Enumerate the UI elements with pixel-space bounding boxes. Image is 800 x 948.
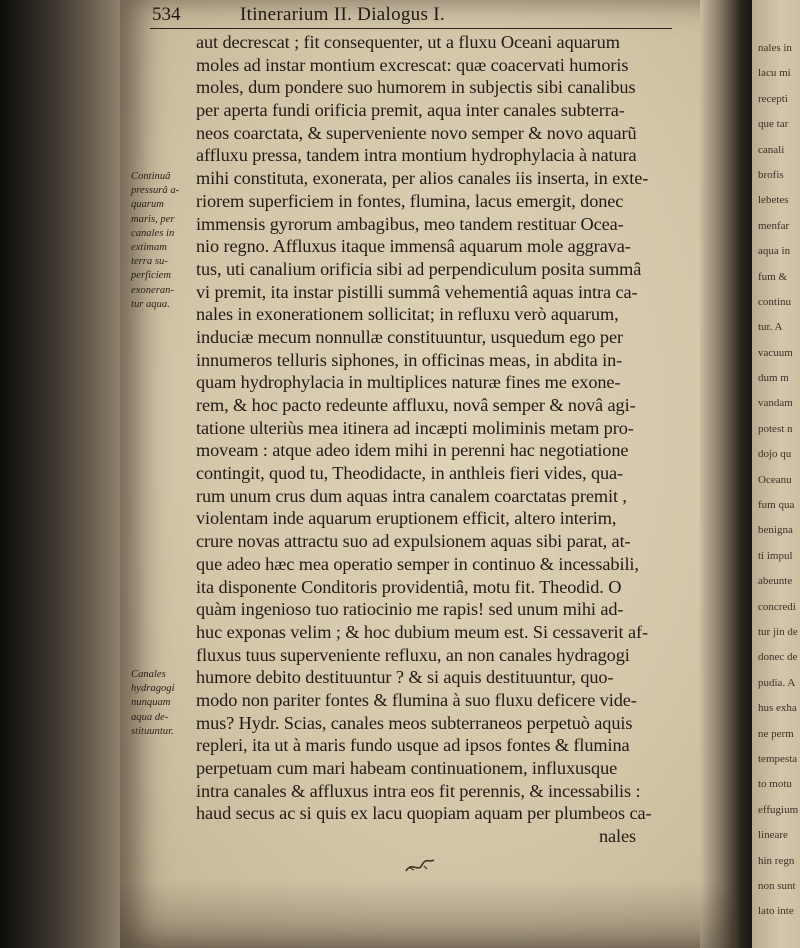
text-line: neos coarctata, & superveniente novo semper & novo aquarũ [196, 122, 637, 143]
adjacent-page-line: Oceanu [758, 473, 792, 486]
margin-note-line: aqua de- [131, 711, 169, 723]
text-line: rem, & hoc pacto redeunte affluxu, novâ semper & novâ agi- [196, 395, 636, 415]
adjacent-page-line: canali [758, 143, 785, 156]
adjacent-page-line: hus exha [758, 702, 797, 715]
text-line: humore debito destituuntur ? & si aquis destituuntur, quo- [196, 667, 614, 688]
margin-note-line: maris, per [131, 213, 175, 225]
margin-note-line: exoneran- [131, 284, 174, 296]
text-line: induciæ mecum nonnullæ constituuntur, usquedum ego per [196, 326, 623, 347]
text-line: innumeros telluris siphones, in officinas meas, in abdita in- [196, 349, 623, 370]
adjacent-page-line: concredi [758, 600, 796, 613]
adjacent-page-line: continu [758, 295, 791, 308]
running-head [152, 4, 672, 30]
adjacent-page-line: lebetes [758, 194, 789, 207]
header-rule [150, 28, 672, 29]
text-line: modo non pariter fontes & flumina à suo fluxu deficere vide- [196, 689, 637, 710]
text-line: huc exponas velim ; & hoc dubium meum est. Si cessaverit af- [196, 621, 648, 642]
adjacent-page-line: aqua in [758, 245, 791, 258]
text-line: intra canales & affluxus intra eos fit perennis, & incessabilis : [196, 780, 641, 801]
adjacent-page-line: ti impul [758, 549, 793, 562]
margin-note-line: hydragogi [131, 683, 175, 695]
text-line: repleri, ita ut à maris fundo usque ad ipsos fontes & flumina [196, 735, 630, 756]
margin-note-line: pressurâ a- [131, 185, 180, 197]
tailpiece-ornament [404, 857, 436, 875]
text-line: perpetuam cum mari habeam continuationem, influxusque [196, 758, 618, 778]
text-line: quam hydrophylacia in multiplices naturæ fines me exone- [196, 372, 621, 393]
text-line: mihi constituta, exonerata, per alios canales iis inserta, in exte- [196, 168, 649, 189]
text-line: moles ad instar montium excrescat: quæ coacervati humoris [196, 54, 629, 75]
adjacent-page-line: non sunt [758, 879, 796, 892]
text-line: nio regno. Affluxus itaque immensâ aquarum mole aggrava- [196, 236, 631, 257]
margin-note-line: terra su- [131, 256, 168, 268]
text-line: rum unum crus dum aquas intra canalem coarctatas premit , [196, 485, 627, 506]
margin-note-canales-hydragogi [131, 668, 199, 739]
adjacent-page-line: tur jin de [758, 625, 798, 638]
adjacent-page-line: hin regn [758, 854, 795, 867]
margin-note-line: Continuâ [131, 171, 171, 182]
adjacent-page-line: donec de [758, 651, 798, 664]
adjacent-page-line: ne perm [758, 727, 794, 740]
text-line: que adeo hæc mea operatio semper in continuo & incessabili, [196, 553, 639, 574]
text-line: affluxu pressa, tandem intra montium hydrophylacia à natura [196, 145, 637, 166]
margin-note-line: perficiem [131, 270, 172, 282]
adjacent-page-line: dojo qu [758, 448, 792, 461]
text-line: contingit, quod tu, Theodidacte, in anthleis fieri vides, qua- [196, 463, 624, 484]
adjacent-page-line: tempesta [758, 752, 798, 765]
text-line: crure novas attractu suo ad expulsionem aquas sibi parat, at- [196, 531, 631, 552]
margin-note-line: canales in [131, 227, 175, 239]
text-line: fluxus tuus superveniente refluxu, an non canales hydragogi [196, 644, 630, 665]
adjacent-page-line: to motu [758, 778, 792, 791]
text-line: moles, dum pondere suo humorem in subjectis sibi canalibus [196, 77, 636, 98]
text-line: vi premit, ita instar pistilli summâ vehementiâ aquas intra ca- [196, 281, 638, 302]
adjacent-page-line: nales in [758, 42, 792, 54]
page-number: 534 [152, 4, 181, 25]
adjacent-page-line: fum & [758, 270, 788, 283]
margin-note-line: quarum [131, 199, 164, 211]
header-title: Itinerarium II. Dialogus I. [240, 4, 445, 25]
text-line: haud secus ac si quis ex lacu quopiam aquam per plumbeos ca- [196, 803, 652, 824]
adjacent-page-line: menfar [758, 219, 790, 232]
adjacent-page-line: pudia. A [758, 676, 796, 689]
margin-note-line: stituuntur. [131, 725, 174, 737]
adjacent-page-line: vandam [758, 397, 793, 410]
margin-note-line: nunquam [131, 697, 171, 709]
text-line: per aperta fundi orificia premit, aqua inter canales subterra- [196, 100, 625, 121]
text-line: nales [598, 826, 636, 847]
text-line: aut decrescat ; fit consequenter, ut a fluxu Oceani aquarum [196, 32, 620, 52]
text-line: quàm ingenioso tuo ratiocinio me rapis! sed unum mihi ad- [196, 599, 624, 620]
adjacent-page-line: lacu mi [758, 67, 791, 80]
adjacent-page-line: que tar [758, 118, 789, 131]
adjacent-page-line: brofis [758, 168, 784, 181]
text-line: tatione ulteriùs mea itinera ad incæpti moliminis metam pro- [196, 417, 634, 438]
adjacent-page-line: potest n [758, 422, 793, 435]
margin-note-line: Canales [131, 669, 166, 680]
book-gutter [700, 0, 755, 948]
text-line: nales in exonerationem sollicitat; in refluxu verò aquarum, [196, 304, 619, 325]
margin-note-line: extimam [131, 241, 167, 253]
adjacent-page-line: dum m [758, 372, 789, 385]
adjacent-page-line: tur. A [758, 321, 783, 334]
adjacent-page-line: vacuum [758, 346, 793, 359]
text-line: riorem superficiem in fontes, flumina, lacus emergit, donec [196, 190, 624, 211]
text-line: immensis gyrorum ambagibus, meo tandem restituar Ocea- [196, 213, 624, 234]
adjacent-page-line: lato inte [758, 905, 794, 918]
margin-note-continuous-pressure [131, 170, 199, 312]
text-line: tus, uti canalium orificia sibi ad perpendiculum posita summâ [196, 258, 642, 279]
adjacent-page-line: abeunte [758, 575, 793, 588]
margin-note-line: tur aqua. [131, 298, 170, 310]
text-line: violentam inde aquarum eruptionem efficit, altero interim, [196, 508, 617, 529]
adjacent-page-line: effugium [758, 803, 799, 816]
page-bottom-shadow [120, 880, 735, 948]
adjacent-page-line: fum qua [758, 499, 795, 512]
text-line: mus? Hydr. Scias, canales meos subterraneos perpetuò aquis [196, 712, 633, 733]
adjacent-page-text-fragments [758, 36, 800, 925]
text-line: ita disponente Conditoris providentiâ, motu fit. Theodid. O [196, 576, 622, 597]
adjacent-page-line: recepti [758, 92, 788, 105]
main-text-block [196, 31, 696, 848]
adjacent-page-line: lineare [758, 829, 788, 842]
text-line: moveam : atque adeo idem mihi in perenni hac negotiatione [196, 440, 629, 461]
adjacent-page-line: benigna [758, 524, 793, 537]
